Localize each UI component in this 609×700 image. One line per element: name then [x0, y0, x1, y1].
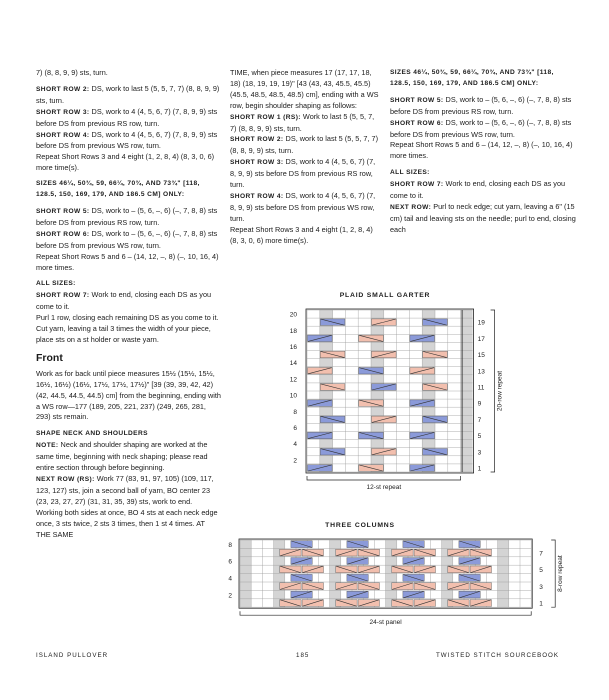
- plaid-side-label: 20-row repeat: [496, 370, 504, 412]
- plaid-row-label: 18: [289, 327, 297, 335]
- columns-row-label: 5: [539, 567, 543, 575]
- columns-row-label: 1: [539, 600, 543, 608]
- plaid-row-label: 6: [293, 425, 297, 432]
- plaid-row-label: 19: [477, 319, 485, 327]
- sizes-heading: SIZES 46¼, 50¾, 59, 66¼, 70¾, AND 73¾" [118, 128.5, 150, 169, 179, AND 186.5 CM] ONLY:: [390, 69, 554, 87]
- footer-book-title: TWISTED STITCH SOURCEBOOK: [436, 652, 559, 659]
- paragraph: ALL SIZES: SHORT ROW 7: Work to end, closing each DS as you come to it. NEXT ROW: Purl to neck edge; cut yarn, leaving a 6" (15 cm) tail and leaving sts on the needle; purl to end, closing each: [390, 169, 576, 234]
- columns-row-label: 7: [539, 550, 543, 558]
- paragraph: SHORT ROW 5: DS, work to – (5, 6, –, 6) (–, 7, 8, 8) sts before DS from previous RS row, turn. SHORT ROW 6: DS, work to – (5, 6, –, 6) (–, 7, 8, 8) sts before DS from previous WS row, turn. Repeat Short Rows 5 and 6 – (14, 12, –, 8) (–, 10, 16, 4) more times.: [36, 205, 219, 272]
- plaid-row-label: 15: [477, 352, 485, 360]
- plaid-row-label: 7: [477, 416, 482, 424]
- paragraph: SHORT ROW 2: DS, work to last 5 (5, 5, 7, 7) (8, 8, 9, 9) sts, turn. SHORT ROW 3: DS, work to 4 (4, 5, 6, 7) (7, 8, 9, 9) sts before DS from previous RS row, turn. SHORT ROW 4: DS, work to 4 (4, 5, 6, 7) (7, 8, 9, 9) sts before DS from previous WS row, turn. Repeat Short Rows 3 and 4 eight (1, 2, 8, 4) (8, 3, 0, 6) more time(s).: [36, 83, 220, 173]
- section-title-front: Front: [36, 351, 63, 364]
- plaid-row-label: 4: [293, 441, 297, 449]
- paragraph: ALL SIZES: SHORT ROW 7: Work to end, closing each DS as you come to it. Purl 1 row, closing each remaining DS as you come to it. Cut yarn, leaving a tail 3 times the width of your piece, place sts on a st holder or waste yarn.: [36, 280, 219, 344]
- plaid-row-label: 3: [477, 449, 482, 457]
- columns-panel-label: 24-st panel: [369, 619, 402, 627]
- columns-chart-title: THREE COLUMNS: [325, 522, 395, 529]
- columns-panel-bracket: [240, 611, 531, 615]
- paragraph: SHORT ROW 5: DS, work to – (5, 6, –, 6) (–, 7, 8, 8) sts before DS from previous RS row, turn. SHORT ROW 6: DS, work to – (5, 6, –, 6) (–, 7, 8, 8) sts before DS from previous WS row, turn. Repeat Short Rows 5 and 6 – (14, 12, –, 8) (–, 10, 16, 4) more times.: [390, 94, 573, 161]
- plaid-row-label: 20: [289, 311, 297, 319]
- columns-side-bracket: [551, 540, 555, 607]
- plaid-row-label: 5: [477, 433, 482, 441]
- plaid-repeat-label: 12-st repeat: [366, 484, 402, 491]
- plaid-row-label: 1: [477, 465, 482, 473]
- plaid-row-label: 16: [289, 344, 297, 351]
- columns-row-label: 8: [228, 541, 232, 549]
- plaid-row-label: 9: [477, 400, 482, 408]
- columns-side-label: 8-row repeat: [557, 555, 565, 592]
- columns-row-label: 6: [228, 558, 232, 566]
- plaid-row-label: 2: [293, 457, 297, 465]
- paragraph: Work as for back until piece measures 15½ (15½, 15½, 16½, 16½) (16½, 17½, 17½, 17½)" [39 (39, 39, 42, 42) (42, 44.5, 44.5, 44.5) cm] from the beginning, ending with a WS row—177 (189, 205, 221, 237) (249, 265, 281, 293) sts remain.: [36, 368, 221, 422]
- columns-row-label: 4: [228, 575, 232, 583]
- columns-row-label: 3: [539, 583, 543, 591]
- plaid-row-label: 10: [289, 392, 297, 400]
- plaid-chart-title: PLAID SMALL GARTER: [339, 292, 431, 299]
- plaid-row-label: 14: [289, 360, 297, 368]
- footer-title: ISLAND PULLOVER: [36, 652, 109, 659]
- columns-row-label: 2: [228, 592, 232, 600]
- paragraph: SHAPE NECK AND SHOULDERS NOTE: Neck and shoulder shaping are worked at the same time, beginning with neck shaping; please read entire section through before beginning. NEXT ROW (RS): Work 77 (83, 91, 97, 105) (109, 117, 123, 127) sts, join a second ball of yarn, BO center 23 (23, 23, 27, 27) (31, 31, 35, 39) sts, work to end. Working both sides at once, BO 4 sts at each neck edge once, 3 sts twice, 2 sts 3 times, then 1 st 4 times. AT THE SAME: [36, 430, 218, 539]
- plaid-row-label: 8: [293, 408, 297, 416]
- plaid-row-label: 12: [289, 376, 297, 384]
- plaid-row-label: 11: [477, 384, 485, 392]
- paragraph: 7) (8, 8, 9, 9) sts, turn.: [36, 68, 108, 77]
- plaid-row-label: 13: [477, 368, 485, 376]
- sizes-heading: SIZES 46¼, 50¾, 59, 66¼, 70¾, AND 73¾" [118, 128.5, 150, 169, 179, AND 186.5 CM] ONLY:: [36, 180, 200, 199]
- paragraph: TIME, when piece measures 17 (17, 17, 18, 18) (18, 19, 19, 19)" [43 (43, 43, 45.5, 45.5) (45.5, 48.5, 48.5, 48.5) cm], ending with a WS row, begin shoulder shaping as follows: SHORT ROW 1 (RS): Work to last 5 (5, 5, 7, 7) (8, 8, 9, 9) sts, turn. SHORT ROW 2: DS, work to last 5 (5, 5, 7, 7) (8, 8, 9, 9) sts, turn. SHORT ROW 3: DS, work to 4 (4, 5, 6, 7) (7, 8, 9, 9) sts before DS from previous RS row, turn. SHORT ROW 4: DS, work to 4 (4, 5, 6, 7) (7, 8, 9, 9) sts before DS from previous WS row, turn. Repeat Short Rows 3 and 4 eight (1, 2, 8, 4) (8, 3, 0, 6) more time(s).: [230, 68, 379, 245]
- page-number: 185: [296, 652, 310, 659]
- plaid-row-label: 17: [477, 335, 485, 343]
